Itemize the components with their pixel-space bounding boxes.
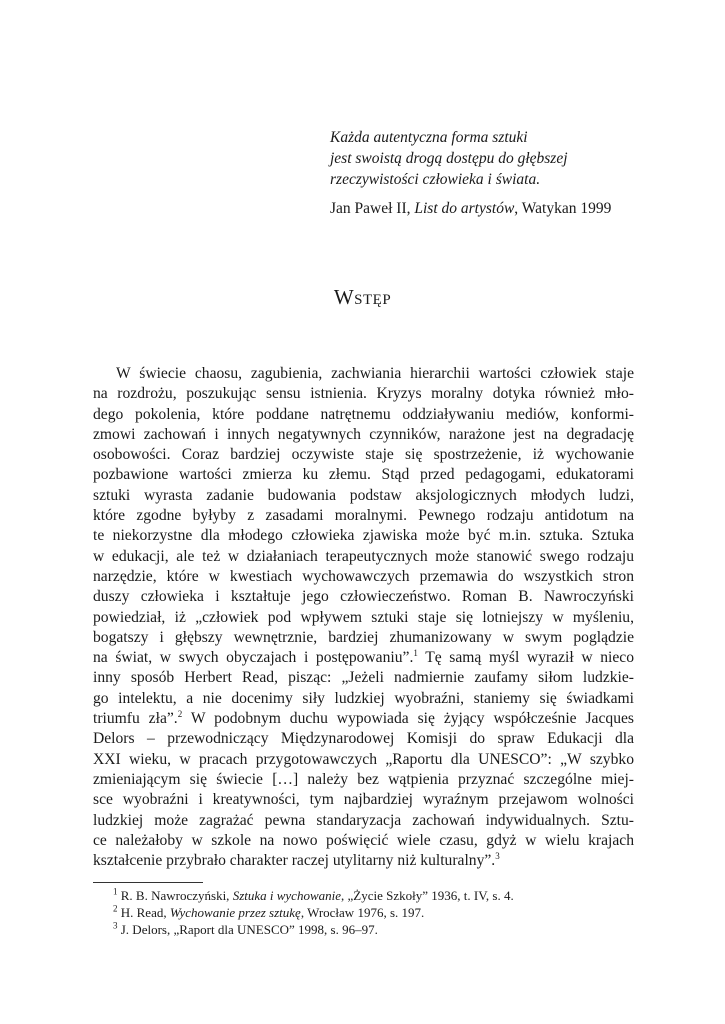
footnote-title: Sztuka i wychowanie [232,888,342,903]
body-line: w edukacji, ale też w działaniach terapeutycznych może stanowić swego rodzaju [93,547,634,565]
footnote-text: H. Read, [117,905,170,920]
body-line: bogatszy i głębszy wewnętrznie, bardziej zhumanizowany w swym poglądzie [93,628,634,646]
body-line: ludzkiej może zagrażać pewna standaryzacja zachowań indywidualnych. Sztu- [93,811,634,829]
body-paragraph [93,364,634,871]
footnote-text: , Wrocław 1976, s. 197. [300,905,425,920]
footnote-divider [93,882,203,883]
body-line: XXI wieku, w pracach przygotowawczych „Raportu dla UNESCO”: „W szybko [93,750,634,768]
body-line: go intelektu, a nie docenimy siły ludzkiej wyobraźni, staniemy się świadkami [93,689,634,707]
section-heading: Wstęp [333,285,392,309]
footnote [113,904,633,921]
body-line: te niekorzystne dla młodego człowieka zjawiska może być m.in. sztuka. Sztuka [93,527,634,545]
body-line: na rozdrożu, poszukując sensu istnienia. Kryzys moralny dotyka również mło- [93,385,634,403]
footnote-reference[interactable]: 3 [495,850,500,861]
footnotes [113,887,633,938]
footnote-number: 1 [113,886,118,897]
footnote [113,887,633,904]
footnote-reference[interactable]: 2 [177,708,183,719]
footnote-text: J. Delors, „Raport dla UNESCO” 1998, s. 96–97. [117,922,378,937]
body-line: duszy człowieka i kształtuje jego człowieczeństwo. Roman B. Nawroczyński [93,588,634,606]
body-line: osobowości. Coraz bardziej oczywiste staje się spostrzeżenie, iż wychowanie [93,446,634,464]
body-line: powiedział, iż „człowiek pod wpływem sztuki staje się lotniejszy w myśleniu, [93,608,634,626]
footnote-text: , „Życie Szkoły” 1936, t. IV, s. 4. [341,888,514,903]
body-line: narzędzie, które w kwestiach wychowawczych przemawia do wszystkich stron [93,567,634,585]
epigraph-author: Jan Paweł II, [330,200,415,217]
body-line: pozbawione wartości zmierza ku złemu. Stąd przed pedagogami, edukatorami [93,466,634,484]
body-line: sztuki wyrasta zadanie budowania podstaw aksjologicznych młodych ludzi, [93,486,634,504]
epigraph-line: jest swoistą drogą dostępu do głębszej [330,150,568,167]
epigraph-source [330,198,650,219]
body-line: W świecie chaosu, zagubienia, zachwiania hierarchii wartości człowiek staje [116,365,634,382]
footnote-number: 2 [113,903,118,914]
footnote-title: Wychowanie przez sztukę [169,905,301,920]
body-line: sce wyobraźni i kreatywności, tym najbardziej wyraźnym przejawom wolności [93,791,634,809]
body-line: dego pokolenia, które poddane natrętnemu oddziaływaniu mediów, konformi- [93,405,634,423]
footnote-reference[interactable]: 1 [413,647,418,658]
footnote-text: R. B. Nawroczyński, [117,888,233,903]
epigraph-line: rzeczywistości człowieka i świata. [330,171,541,188]
footnote [113,921,633,938]
epigraph-line: Każda autentyczna forma sztuki [330,129,528,146]
body-line: które zgodne byłyby z zasadami moralnymi. Pewnego rodzaju antidotum na [93,507,634,525]
body-line: ce należałoby w szkole na nowo poświęcić wiele czasu, gdyż w wielu krajach [93,831,634,849]
body-line: kształcenie przybrało charakter raczej utylitarny niż kulturalny”.$^3$ [93,850,500,870]
epigraph [330,127,650,219]
body-line: zmieniającym się świecie […] należy bez wątpienia przyznać szczególne miej- [93,770,634,788]
body-line: triumfu zła”.$^2$ W podobnym duchu wypowiada się żyjący współcześnie Jacques [93,708,634,728]
footnote-number: 3 [113,920,118,931]
body-line: na świat, w swych obyczajach i postępowaniu”.$^1$ Tę samą myśl wyraził w nieco [93,647,634,667]
epigraph-work-title: List do artystów [414,200,515,217]
epigraph-place-year: , Watykan 1999 [514,200,612,217]
body-line: Delors – przewodniczący Międzynarodowej Komisji do spraw Edukacji dla [93,730,634,748]
body-line: inny sposób Herbert Read, pisząc: „Jeżeli nadmiernie zaufamy siłom ludzkie- [93,669,634,687]
body-line: zmowi zachowań i innych negatywnych czynników, narażone jest na degradację [93,425,634,443]
